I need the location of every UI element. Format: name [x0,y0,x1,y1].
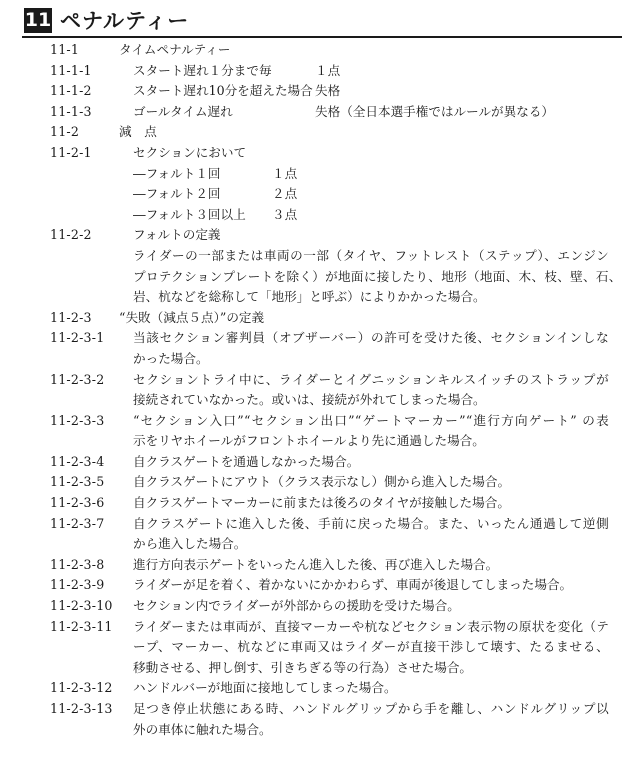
rule-row [22,575,622,596]
rule-row [22,514,622,535]
chapter-title: ペナルティー [60,9,190,33]
rule-row [22,143,622,164]
rule-text: 自クラスゲートマーカーに前または後ろのタイヤが接触した場合。 [133,495,510,511]
rule-text: ―フォルト２回 [133,186,221,202]
rule-text: 外の車体に触れた場合。 [133,721,272,737]
rule-text: “セクション入口”“セクション出口”“ゲートマーカー”“進行方向ゲート” の表 [133,412,609,428]
rule-number: 11-2-3-2 [50,371,105,387]
rule-row [22,122,622,143]
rule-number: 11-2-3-3 [50,412,105,428]
rule-row [22,390,622,411]
rule-text: タイムペナルティー [119,42,231,57]
rule-row [22,617,622,638]
rule-row [22,40,622,61]
rule-row [22,184,622,205]
rule-number: 11-2-3-5 [50,474,105,490]
rule-row [22,370,622,391]
rule-row [22,225,622,246]
rule-row [22,678,622,699]
rule-row [22,328,622,349]
rule-row [22,472,622,493]
rule-text: セクションにおいて [133,144,247,160]
rule-text: “失敗（減点５点）”の定義 [119,309,265,325]
rule-row [22,164,622,185]
rule-number: 11-2-3-12 [50,680,113,696]
chapter-number: 11 [24,9,52,31]
rule-number: 11-2-3 [50,309,92,325]
rule-row [22,493,622,514]
rule-text: 自クラスゲートにアウト（クラス表示なし）側から進入した場合。 [133,474,511,490]
rule-text: 減 点 [119,124,157,140]
rule-penalty: ３点 [272,206,298,222]
rules-list [22,40,622,740]
rule-row [22,555,622,576]
rule-text: スタート遅れ10分を超えた場合 [133,83,313,99]
rule-row [22,246,622,267]
rule-text: 自クラスゲートを通過しなかった場合。 [133,453,360,469]
rule-text: プロテクションプレートを除く）が地面に接したり、地形（地面、木、枝、壁、石、 [133,268,622,284]
rule-penalty: 失格 [315,83,341,99]
rule-number: 11-2-3-1 [50,330,105,346]
rule-number: 11-1-2 [50,83,92,99]
rule-number: 11-2-3-7 [50,515,105,531]
rule-row [22,205,622,226]
rule-penalty: ２点 [272,186,298,202]
rule-number: 11-2-3-13 [50,701,113,716]
rule-text: ライダーまたは車両が、直接マーカーや杭などセクション表示物の原状を変化（テ [133,618,610,634]
rule-text: ハンドルバーが地面に接地してしまった場合。 [133,680,397,696]
rule-penalty: １点 [272,165,298,181]
rule-text: 接続されていなかった。或いは、接続が外れてしまった場合。 [133,392,486,408]
rule-text: 岩、杭などを総称して「地形」と呼ぶ）によりかかった場合。 [133,289,486,305]
rule-number: 11-2-3-10 [50,598,113,614]
rule-row [22,637,622,658]
rule-row [22,102,622,123]
rule-text: 足つき停止状態にある時、ハンドルグリップから手を離し、ハンドルグリップ以 [133,701,609,716]
rule-row [22,720,622,741]
rule-text: 移動させる、押し倒す、引きちぎる等の行為）させた場合。 [133,659,473,675]
rule-number: 11-1-3 [50,103,92,119]
rule-number: 11-1 [50,42,80,57]
rule-row [22,308,622,329]
rule-number: 11-2-3-9 [50,577,105,593]
rule-text: ライダーの一部または車両の一部（タイヤ、フットレスト（ステップ）、エンジン [133,247,609,263]
rule-row [22,61,622,82]
rule-text: ゴールタイム遅れ [133,103,233,119]
rule-number: 11-2 [50,124,80,140]
rule-row [22,349,622,370]
rule-number: 11-2-3-4 [50,453,105,469]
rule-row [22,596,622,617]
rule-text: スタート遅れ１分まで毎 [133,62,272,78]
rule-row [22,658,622,679]
rule-text: 示をリヤホイールがフロントホイールより先に通過した場合。 [133,433,485,449]
rule-row [22,411,622,432]
rule-number: 11-2-3-8 [50,556,105,572]
rule-text: から進入した場合。 [133,536,247,552]
rule-number: 11-1-1 [50,62,92,78]
rule-number: 11-2-2 [50,227,92,243]
rule-penalty: １点 [315,62,341,78]
chapter-header [22,6,622,38]
rule-text: ライダーが足を着く、着かないにかかわらず、車両が後退してしまった場合。 [133,577,573,593]
rule-text: フォルトの定義 [133,227,221,243]
rule-row [22,452,622,473]
rule-text: ―フォルト１回 [133,165,221,181]
rule-number: 11-2-3-11 [50,618,113,634]
rule-row [22,287,622,308]
rule-number: 11-2-3-6 [50,495,105,511]
rule-penalty: 失格（全日本選手権ではルールが異なる） [315,103,555,119]
rule-text: ―フォルト３回以上 [133,206,246,222]
rule-text: ープ、マーカー、杭などに車両又はライダーが直接干渉して壊す、たるませる、 [133,639,609,655]
rule-text: 進行方向表示ゲートをいったん進入した後、再び進入した場合。 [133,556,499,572]
rule-row [22,431,622,452]
rule-text: 自クラスゲートに進入した後、手前に戻った場合。また、いったん通過して逆側 [133,515,609,531]
rule-row [22,81,622,102]
rule-text: セクション内でライダーが外部からの援助を受けた場合。 [133,598,460,614]
rule-text: 当該セクション審判員（オブザーバー）の許可を受けた後、セクションインしな [133,330,609,346]
rule-row [22,267,622,288]
rule-text: かった場合。 [133,350,209,366]
rule-row [22,699,622,720]
rule-number: 11-2-1 [50,144,92,160]
rule-row [22,534,622,555]
rule-text: セクショントライ中に、ライダーとイグニッションキルスイッチのストラップが [133,371,609,387]
